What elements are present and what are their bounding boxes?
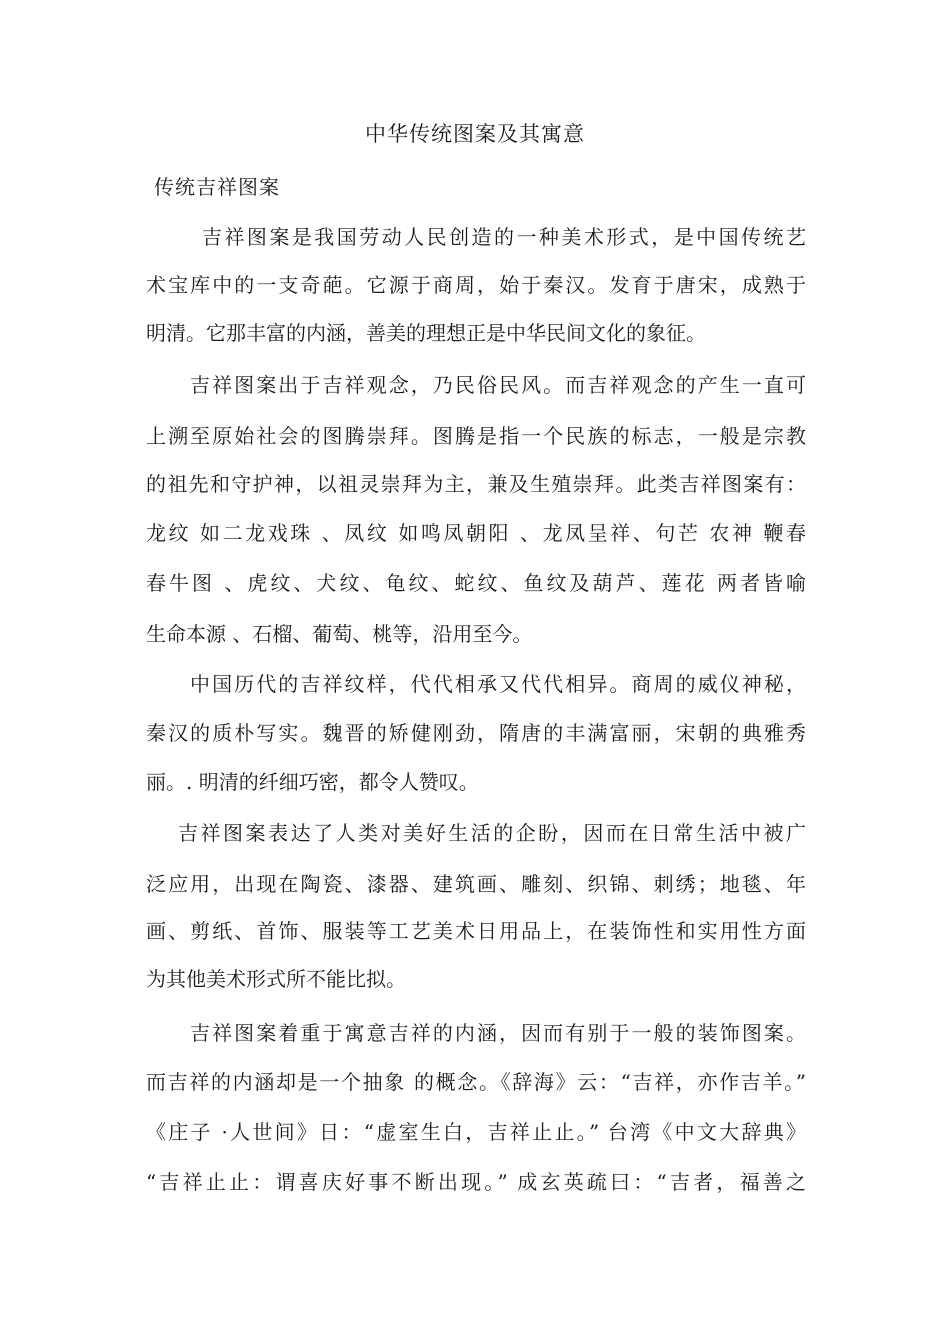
paragraph-line: 的祖先和守护神，以祖灵崇拜为主，兼及生殖崇拜。此类吉祥图案有： <box>146 472 806 496</box>
paragraph-line: 秦汉的质朴写实。魏晋的矫健刚劲，隋唐的丰满富丽，宋朝的典雅秀 <box>146 721 806 745</box>
paragraph-line: 春牛图 、虎纹、犬纹、龟纹、蛇纹、鱼纹及葫芦、莲花 两者皆喻 <box>146 571 806 595</box>
paragraph-line: 明清。它那丰富的内涵，善美的理想正是中华民间文化的象征。 <box>146 321 706 345</box>
section-heading: 传统吉祥图案 <box>154 175 280 199</box>
paragraph-line: 术宝库中的一支奇葩。它源于商周，始于秦汉。发育于唐宋，成熟于 <box>146 273 806 297</box>
paragraph-line: 泛应用，出现在陶瓷、漆器、建筑画、雕刻、织锦、刺绣；地毯、年 <box>146 872 806 896</box>
paragraph-line: 中国历代的吉祥纹样，代代相承又代代相异。商周的威仪神秘， <box>190 672 806 696</box>
paragraph-line: 《庄子 ·人世间》日：“虚室生白，吉祥止止。” 台湾《中文大辞典》 <box>146 1120 806 1144</box>
paragraph-line: 而吉祥的内涵却是一个抽象 的概念。《辞海》云：“吉祥，亦作吉羊。” <box>146 1070 806 1094</box>
paragraph-line: 吉祥图案表达了人类对美好生活的企盼，因而在日常生活中被广 <box>178 821 806 845</box>
paragraph-line: 为其他美术形式所不能比拟。 <box>146 967 406 991</box>
document-title: 中华传统图案及其寓意 <box>365 122 585 146</box>
paragraph-line: 吉祥图案出于吉祥观念，乃民俗民风。而吉祥观念的产生一直可 <box>190 373 806 397</box>
paragraph-line: 画、剪纸、首饰、服装等工艺美术日用品上，在装饰性和实用性方面 <box>146 919 806 943</box>
paragraph-line: 丽。. 明清的纤细巧密，都令人赞叹。 <box>146 770 479 794</box>
paragraph-line: 上溯至原始社会的图腾崇拜。图腾是指一个民族的标志，一般是宗教 <box>146 424 806 448</box>
paragraph-line: “吉祥止止：谓喜庆好事不断出现。” 成玄英疏曰：“吉者，福善之 <box>146 1170 806 1194</box>
paragraph-line: 吉祥图案着重于寓意吉祥的内涵，因而有别于一般的装饰图案。 <box>190 1021 806 1045</box>
paragraph-line: 龙纹 如二龙戏珠 、凤纹 如鸣凤朝阳 、龙凤呈祥、句芒 农神 鞭春 <box>146 521 806 545</box>
paragraph-line: 吉祥图案是我国劳动人民创造的一种美术形式，是中国传统艺 <box>202 225 806 249</box>
paragraph-line: 生命本源 、石榴、葡萄、桃等，沿用至今。 <box>146 622 533 646</box>
